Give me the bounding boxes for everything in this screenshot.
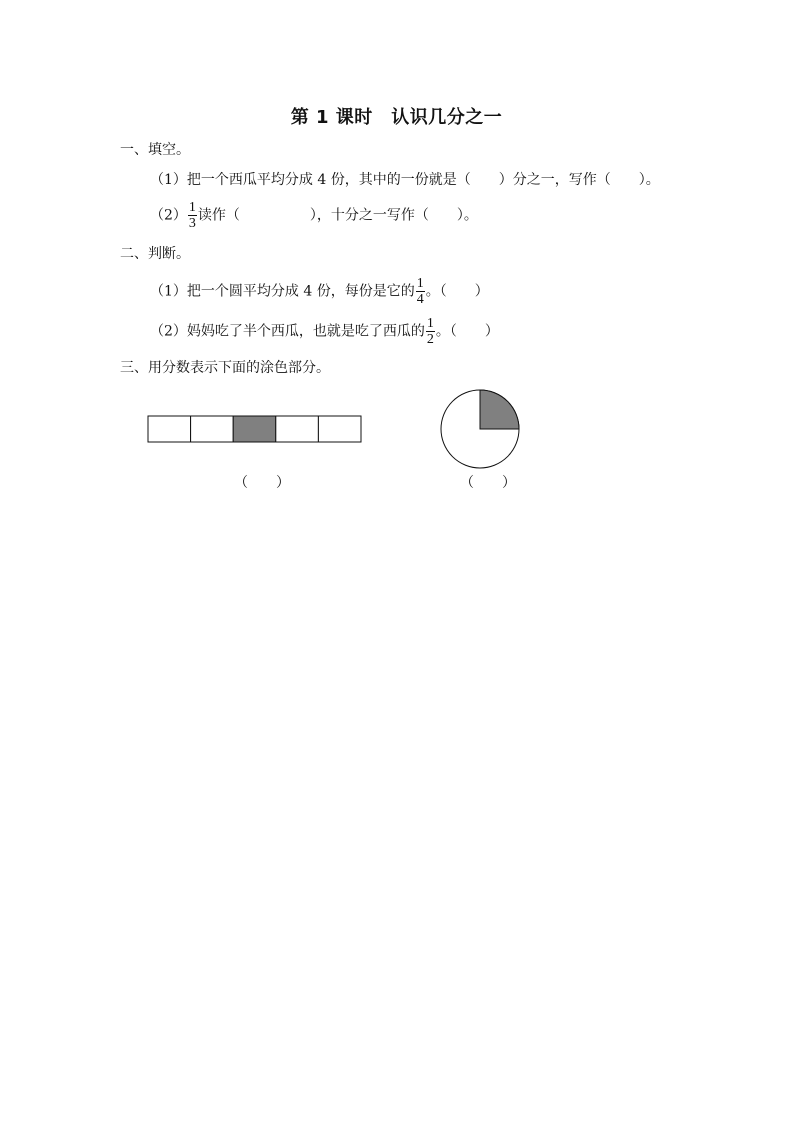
question-1-suffix: 。（ ） <box>425 283 489 300</box>
fraction-denominator: 3 <box>188 216 196 231</box>
question-2-suffix: 。（ ） <box>435 323 499 340</box>
fraction-bar-figure <box>146 415 364 445</box>
fraction-circle-figure <box>438 388 522 472</box>
section-1-heading: 一、填空。 <box>120 142 190 158</box>
bar-segment <box>318 416 361 442</box>
page-title: 第 1 课时 认识几分之一 <box>290 107 503 128</box>
section-2-question-2 <box>150 316 499 347</box>
answer-blank-bar: （ ） <box>234 475 290 491</box>
section-2-heading: 二、判断。 <box>120 246 190 262</box>
answer-blank-circle: （ ） <box>460 475 516 491</box>
fraction-numerator: 1 <box>426 316 434 331</box>
fraction-denominator: 4 <box>416 292 424 307</box>
question-2-prefix: （2） <box>150 207 187 224</box>
fraction-denominator: 2 <box>426 332 434 347</box>
bar-segment-shaded <box>233 416 276 442</box>
question-2-prefix: （2）妈妈吃了半个西瓜，也就是吃了西瓜的 <box>150 323 425 340</box>
fraction-numerator: 1 <box>416 276 424 291</box>
fraction-one-quarter <box>416 276 425 307</box>
section-3-heading: 三、用分数表示下面的涂色部分。 <box>120 360 330 376</box>
fraction-numerator: 1 <box>188 200 196 215</box>
question-2-suffix: 读作（ ），十分之一写作（ ）。 <box>197 207 478 224</box>
section-1-question-2 <box>150 200 478 231</box>
circle-shaded-sector <box>480 390 519 429</box>
bar-segment <box>191 416 234 442</box>
bar-segment <box>148 416 191 442</box>
question-1-prefix: （1）把一个圆平均分成 4 份，每份是它的 <box>150 283 415 300</box>
fraction-one-half <box>426 316 435 347</box>
fraction-one-third <box>188 200 197 231</box>
section-1-question-1: （1）把一个西瓜平均分成 4 份，其中的一份就是（ ）分之一，写作（ ）。 <box>150 172 660 188</box>
bar-segment <box>276 416 319 442</box>
section-2-question-1 <box>150 276 489 307</box>
